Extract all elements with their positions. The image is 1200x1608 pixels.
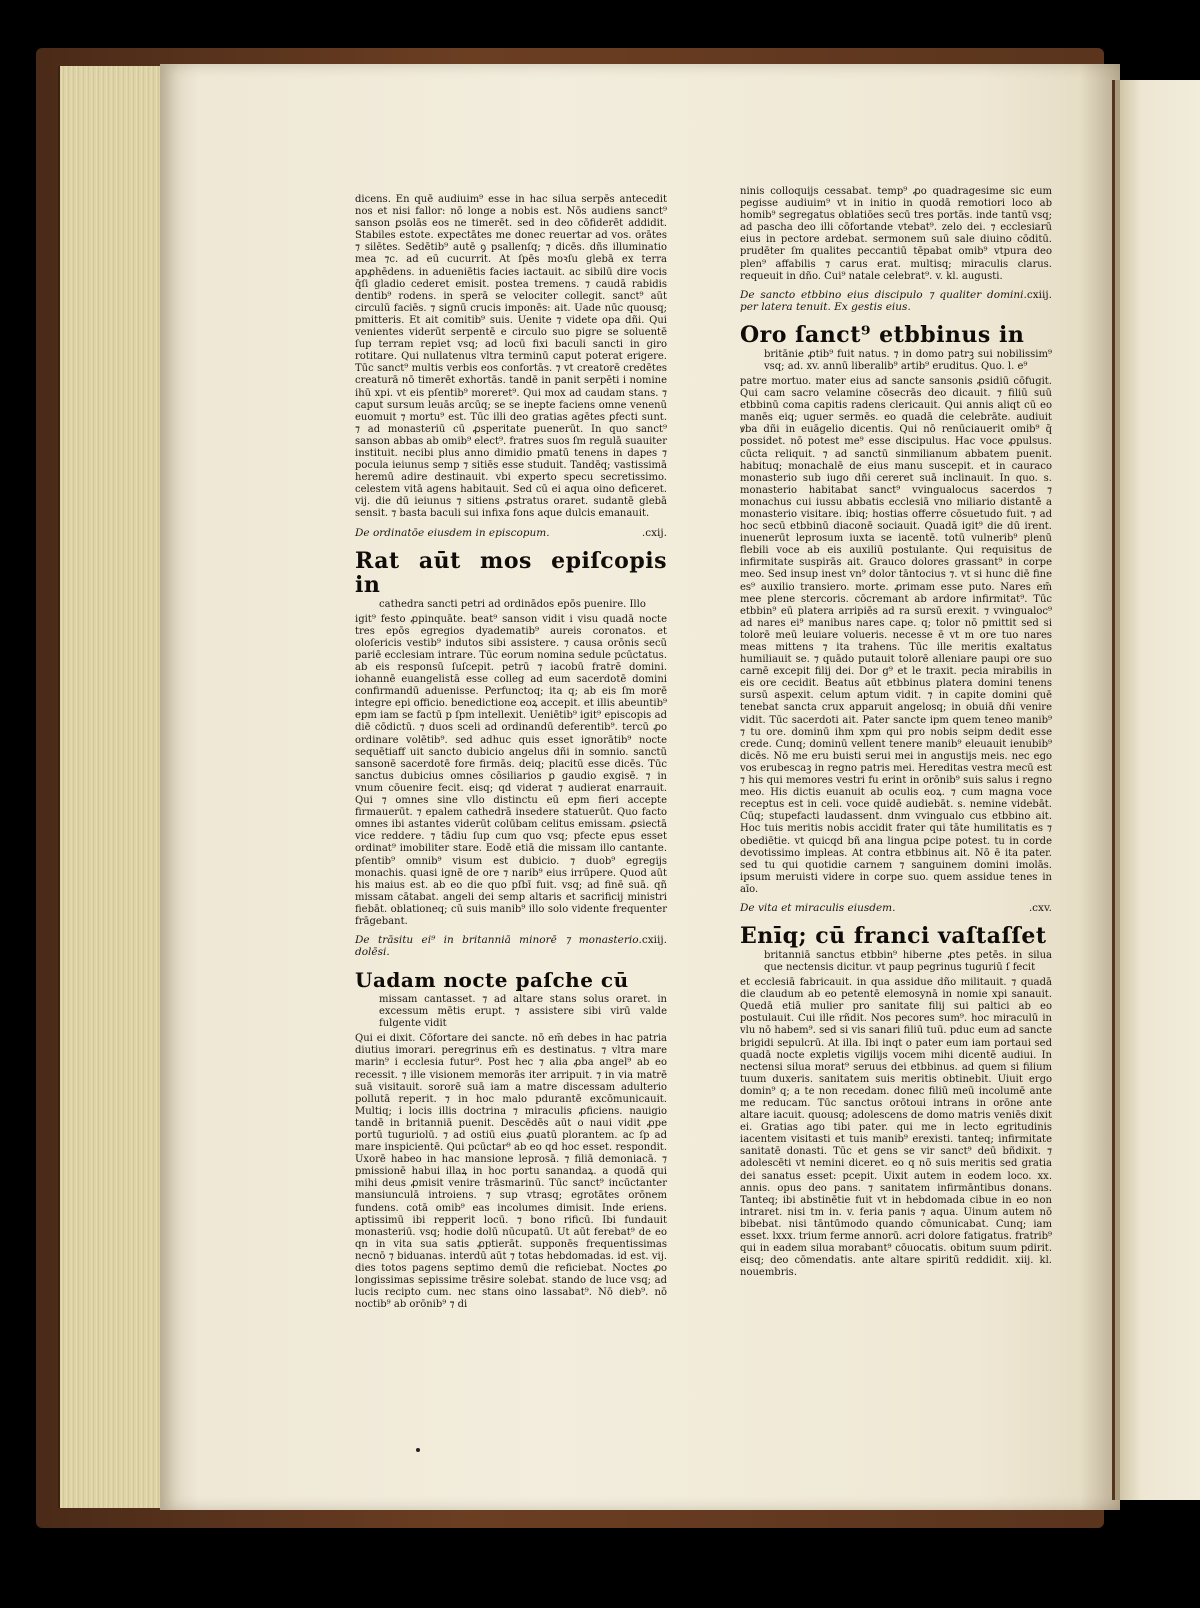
ink-mark	[416, 1448, 420, 1452]
chapter-heading-vita	[740, 902, 1052, 914]
right-paragraph-4: et ecclesiā fabricauit. in qua assidue dño militauit. ⁊ quadā die claudum ab eo petentē elemosynā in nomie xpi sanauit. Quedā etiā mulier pro sanitate filij sui paltici ab eo postulauit. Cui ille rñdit. Nos pecores sum⁹. hoc miraculū in vlu nō habem⁹. sed si vis sanari filiū tuū. pduc eum ad sancte brigidi sepulcrū. At illa. Ibi inqt o pater eum iam portaui sed quadā nocte expletis vigilijs vocem mihi dicentē audiui. In nectensi silua morat⁹ seruus dei etbbinus. ad quem si filium tuum duxeris. sanitatem suis meritis obtinebit. Uiuit ergo domin⁹ q; a te non recedam. donec filiū meū incolumē ante me reducam. Tūc sanctus orōtoui intrans in orōne ante altare iacuit. quousq; adolescens de domo matris veniēs dixit ei. Gratias ago tibi pater. qui me in lecto egritudinis iacentem visitasti et tuis manib⁹ erexisti. tanteq; infirmitate sanitatē donasti. Tūc et gens se vir sanct⁹ deū bñdixit. ⁊ adolescēti vt nemini diceret. eo q nō suis meritis sed gratia dei sanatus esset: pcepit. Uixit autem in eodem loco. xx. annis. opus deo pans. ⁊ sanitatem infirmāntibus donans. Tanteq; ibi abstinētie fuit vt in hebdomada cibue in eo non intraret. nisi tm in. v. feria panis ⁊ aqua. Uinum autem nō bibebat. nisi tāntūmodo quando cōmunicabat. Cunq; iam esset. lxxx. trium ferme annorū. acri dolore fatigatus. fratrib⁹ qui in eadem silua morabant⁹ cōuocatis. obitum suum pdirit. eisq; deo cōmendatis. ante altare spiritū reddidit. xiij. kl. nouembris.	[740, 977, 1052, 1279]
chapter-heading-transitu	[355, 934, 667, 958]
chapter-heading-text: De sancto etbbino eius discipulo ⁊ qualiter domini per latera tenuit. Ex gestis eius.	[740, 288, 1024, 313]
left-text-column	[355, 194, 667, 1315]
facing-page-edge	[1112, 80, 1200, 1500]
gutter-shadow	[1080, 64, 1120, 1510]
chapter-number: .cxiij.	[1023, 288, 1052, 301]
incipit-oro-sanct: Oro ſanct⁹ etbbinus in	[740, 321, 1025, 348]
incipit-eniq: Enīq; cū franci vaſtaſſet	[740, 923, 1047, 950]
incipit-continuation: missam cantasset. ⁊ ad altare stans solus oraret. in excessum mētis erupt. ⁊ assistere sibi virū valde fulgente vidit	[379, 994, 667, 1030]
chapter-heading-text: De vita et miraculis eiusdem.	[740, 901, 896, 914]
incipit-continuation: britānie ꝓtib⁹ fuit natus. ⁊ in domo patrꝫ sui nobilissim⁹ vsq; ad. xv. annū liberalib⁹ artib⁹ eruditus. Quo. l. e⁹	[764, 348, 1052, 372]
incipit-continuation: cathedra sancti petri ad ordinādos epōs puenire. Illo	[379, 598, 646, 610]
incipit-uadam: Uadam nocte paſche cū	[355, 968, 629, 993]
right-paragraph-1: ninis colloquijs cessabat. temp⁹ ꝓo quadragesime sic eum pegisse audiuim⁹ vt in initio in quodā remotiori loco ab homib⁹ segregatus oblatiōes secū tres portās. inde tantū vsq; ad pascha deo illi cōfortande vtebat⁹. zelo dei. ⁊ ecclesiarū eius in pectore ardebat. sermonem suū sale diuino cōditū. prudēter ſm qualites peccantiū tēpabat omib⁹ vtpura deo plen⁹ affabilis ⁊ carus erat. multisq; miraculis clarus. requeuit in dño. Cui⁹ natale celebrat⁹. v. kl. augusti.	[740, 186, 1052, 282]
chapter-number: .cxv.	[1028, 901, 1052, 914]
left-paragraph-1: dicens. En quē audiuim⁹ esse in hac silua serpēs antecedit nos et nisi fallor: nō longe a nobis est. Nōs audiens sanct⁹ sanson ꝑsolās eos ne timerēt. sed in deo cōfiderēt addidit. Stabiles estote. expectātes me donec reuertar ad vos. orātes ⁊ silētes. Sedētib⁹ autē ꝯ psallenſq; ⁊ dicēs. dñs illuminatio mea ⁊c. ad eū cucurrit. At ſpēs moꝛſu glebā ex terra apꝓhēdens. in adueniētis facies iactauit. ac sibilū dire vocis q̄ſi gladio cederet emisit. postea tremens. ⁊ caudā rabidis dentib⁹ rodens. in sperā se velociter collegit. sanct⁹ aūt circulū faciēs. ⁊ signū crucis imponēs: ait. Uade nūc quousq; pmitteris. Et ait comitib⁹ suis. Uenite ⁊ videte opa dñi. Qui venientes viderūt serpentē e circulo suo pigre se soluentē ſup terram repiet vsq; ad locū fixi baculi sancti in giro rotitare. Qui nullatenus vltra terminū caput poterat erigere. Tūc sanct⁹ multis verbis eos confortās. ⁊ vt creatorē credētes creaturā nō timerēt exhortās. tandē in panit serpēti i nomine ihū xpi. vt eis pſentib⁹ moreret⁹. Qui mox ad caudam stans. ⁊ caput sursum leuās arcūq; se se inepte faciens omne venenū euomuit ⁊ mortu⁹ est. Tūc illi deo gratias agētes ꝑfecti sunt. ⁊ ad monasteriū cū ꝓsperitate puenerūt. In quo sanct⁹ sanson abbas ab omib⁹ elect⁹. fratres suos ſm regulā suauiter instituit. necibi plus anno dimidio pmatū tenens in dapes ⁊ pocula ieiunus semp ⁊ sitiēs esse studuit. Tandēq; vastissimā heremū adire destinauit. vbi experto specu secretissimo. celestem vitā agens habitauit. Sed cū ei aqua oino deficeret. vij. die dū ieiunus ⁊ sitiens ꝓstratus oraret. sudantē glebā sensit. ⁊ basta baculi sui infixa fons aque dulcis emanauit.	[355, 194, 667, 520]
chapter-heading-etbbino	[740, 289, 1052, 313]
chapter-number: .cxiij.	[638, 934, 667, 947]
right-paragraph-3: patre mortuo. mater eius ad sancte sansonis ꝓsidiū cōfugit. Qui cam sacro velamine cōsecrās deo dicauit. ⁊ filiū suū etbbinū coma capitis radens clericauit. Qui annis aliqt cū eo manēs eiq; uguer sermēs. eo quadā die celebrāte. audiuit ꝟba dñi in euāgelio dicentis. Qui nō renūciauerit omib⁹ q̄ possidet. nō potest me⁹ esse discipulus. Hac voce ꝓpulsus. cūcta reliquit. ⁊ ad sanctū sinmilianum abbatem puenit. habituq; monachalē de eius manu suscepit. et in cauraco monasterio sub iugo dñi cereret suā inclinauit. In quo. s. monasterio habitabat sanct⁹ vvingualocus sacerdos ⁊ monachus cui iussu abbatis ecclesiā vno miliario distantē a monasterio visitare. ibiq; hostias offerre cōsuetudo fuit. ⁊ ad hoc secū etbbinū diaconē sociauit. Quadā igit⁹ die dū irent. inuenerūt leprosum iuxta se iacentē. totū vulnerib⁹ plenū flebili voce ab eis auxiliū postulante. Qui requisitus de infirmitate suspirās ait. Grauco dolores grassant⁹ in corpe meo. Sed insup inest vn⁹ dolor tāntocius ⁊. vt si hunc diē fine es⁹ auxilio transiero. morte. ꝓrimam esse puto. Nares em̄ mee plene stercoris. cōcremant ab ardore infirmitat⁹. Tūc etbbin⁹ eū platera arripiēs ad ra sursū erexit. ⁊ vvingualoc⁹ ad nares ei⁹ manibus nares cape. q; tolor nō pmittit sed si tolorē meū leuiare volueris. necesse ē vt m ore tuo nares meas mittens ⁊ ita trahens. Tūc ille meritis exaltatus humiliauit se. ⁊ quādo putauit tolorē alleniare paupi ore suo carnē excepit filij dei. Dor g⁹ et le traxit. pecia mirabilis in eis ore cecidit. Beatus aūt etbbinus platera domini tenens sursū aspexit. celum aptum vidit. ⁊ in capite domini quē tenebat sancta crux apparuit angelosq; in obuiā dñi venire vidit. Tūc sacerdoti ait. Pater sancte ipm quem teneo manib⁹ ⁊ tu ore. dominū ihm xpm qui pro nobis seipm dedit esse crede. Cunq; dominū vellent tenere manib⁹ eleuauit ienubib⁹ dicēs. Nō me eru buisti serui mei in angustijs meis. nec ego vos erubescaꝫ in regno patris mei. Hereditas vestra mecū est ⁊ his qui memores vestri fu erint in orōnib⁹ suis salus i regno meo. His dictis euanuit ab oculis eoꝝ. ⁊ cum magna voce receptus est in celi. voce quidē audiebāt. s. nemine videbāt. Cūq; stupefacti laudassent. dnm vvingualo cus etbbino ait. Hoc tuis meritis nobis accidit frater qui tāte humilitatis es ⁊ obediētie. vt quicqd bñ ana lingua ꝑcipe potest. tu in corde devotissimo impleas. At contra etbbinus ait. Nō ē ita pater. sed tu qui quotidie carnem ⁊ sanguinem domini imolās. ipsum meruisti videre in corpe suo. quem assidue tenes in aīo.	[740, 375, 1052, 895]
incipit-rat-aut: Rat aūt mos epiſcopis in	[355, 547, 667, 598]
chapter-heading-ordination	[355, 527, 667, 539]
chapter-number: .cxij.	[641, 526, 667, 539]
chapter-heading-text: De trāsitu ei⁹ in britanniā minorē ⁊ monasterio dolēsi.	[355, 934, 639, 959]
chapter-heading-text: De ordinatōe eiusdem in episcopum.	[355, 526, 550, 539]
page-edges	[58, 66, 172, 1508]
incipit-continuation: britanniā sanctus etbbin⁹ hiberne ꝓtes petēs. in silua que nectensis dicitur. vt paup pegrinus tuguriū ſ fecit	[764, 950, 1052, 974]
left-paragraph-3: Qui ei dixit. Cōfortare dei sancte. nō em̄ debes in hac patria diutius imorari. peregrinus em̄ es destinatus. ⁊ vltra mare marin⁹ i ecclesia futur⁹. Post hec ⁊ alia ꝓba angel⁹ ab eo recessit. ⁊ ille visionem memorās iter arripuit. ⁊ in via matrē suā visitauit. sororē suā iam a matre discessam adulterio pollutā reperit. ⁊ in hoc malo pdurantē excōmunicauit. Multiq; i locis illis doctrina ⁊ miraculis ꝓficiens. nauigio tandē in britanniā puenit. Descēdēs aūt o naui vidit ꝓpe portū tuguriolū. ⁊ ad ostiū eius ꝓuatū plorantem. ac ſp ad mare inspicientē. Qui pcūctar⁹ ab eo qd hoc esset. respondit. Uxorē habeo in hac mansione leprosā. ⁊ filiā demoniacā. ⁊ pmissionē habui illaꝝ in hoc portu sanandaꝝ. a quodā qui mihi deus ꝓmisit venire trāsmarinū. Tūc sanct⁹ incūctanter mansiunculā introiens. ⁊ sup vtrasq; egrotātes orōnem fundens. cotā omib⁹ eas incolumes dimisit. Inde eriens. aptissimū ibi repperit locū. ⁊ bono rificū. Ibi fundauit monasteriū. vsq; hodie dolū nūcupatū. Ut aūt ferebat⁹ de eo qn in vita sua satis ꝓptierāt. supponēs frequentissimas necnō ⁊ biduanas. interdū aūt ⁊ totas hebdomadas. id est. vij. dies totos pagens septimo demū die reficiebat. Noctes ꝓo longissimas sepissime trēsire solebat. stando de luce vsq; ad lucis recipto cum. nec stans oino lassabat⁹. Nō dieb⁹. nō noctib⁹ ab orōnib⁹ ⁊ di	[355, 1033, 667, 1311]
left-paragraph-2: igit⁹ festo ꝓpinquāte. beat⁹ sanson vidit i visu quadā nocte tres epōs egregios dyadematib⁹ aureis coronatos. et oloſericis vestib⁹ indutos sibi assistere. ⁊ causa orōnis secū pariē ecclesiam intrare. Tūc eorum nomina sedule pcūctatus. ab eis responsū ſuſcepit. petrū ⁊ iacobū fratrē domini. iohannē euangelistā esse colleg ad eum sacerdotē domini confirmandū aduenisse. Perfunctoq; ita q; ab eis ſm morē integre epi officio. benedictione eoꝝ accepit. et illis abeuntib⁹ epm iam se factū p ſpm intellexit. Ueniētib⁹ igit⁹ episcopis ad diē cōdictū. ⁊ duos sceli ad ordinandū deferentib⁹. tercū ꝓo ordinare volētib⁹. sed adhuc quis esset ignorātib⁹ nocte sequētiaff uit sancto dubicio angelus dñi in somnio. sanctū sansonē sacerdotē fore firmās. deiq; placitū esse dicēs. Tūc sanctus dubicius omnes cōsiliarios ꝑ gaudio exgisē. ⁊ in vnum cōuenire fecit. eisq; qd viderat ⁊ audierat enarrauit. Qui ⁊ omnes sine vllo distinctu eū epm fieri accepte firmauerūt. ⁊ epalem cathedrā insedere statuerūt. Quo facto omnes ibi astantes viderūt colūbam celitus emissam. ꝓsiectā vice reddere. ⁊ tādiu ſup cum quo vsq; pfecte epus esset ordinat⁹ imobiliter stare. Eodē etiā die missam illo cantante. pſentib⁹ omnib⁹ visum est dubicio. ⁊ duob⁹ egregijs monachis. quasi ignē de ore ⁊ narib⁹ eius irrūpere. Quod aūt his maius est. ab eo die quo pſbī fuit. vsq; ad finē suā. qñ missam cātabat. angeli dei semp altaris et sacrificij ministri fiebāt. oblationeq; cū suis manib⁹ illo solo vidente frequenter frāgebant.	[355, 613, 667, 927]
right-text-column	[740, 186, 1052, 1279]
